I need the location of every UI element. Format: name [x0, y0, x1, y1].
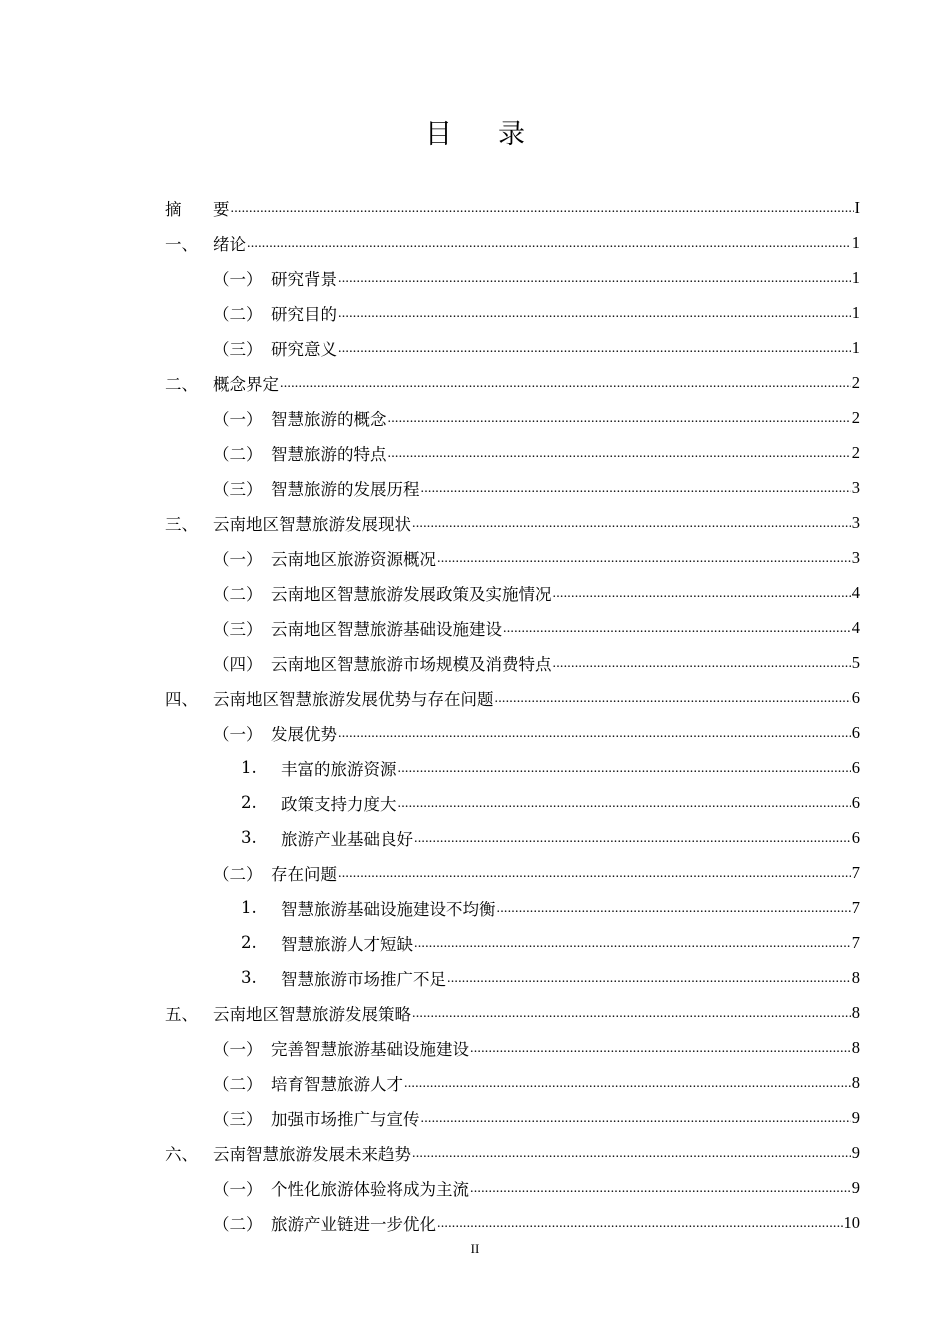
toc-entry-number: （二） [213, 864, 263, 884]
toc-entry-title: 云南地区智慧旅游市场规模及消费特点 [271, 654, 552, 674]
toc-entry-page: 7 [851, 862, 860, 882]
toc-dot-leader [398, 761, 851, 785]
toc-dot-leader [280, 376, 851, 400]
toc-dot-leader [247, 236, 851, 260]
toc-entry-page: 3 [851, 512, 860, 532]
toc-entry-title: 云南地区智慧旅游发展政策及实施情况 [271, 584, 552, 604]
toc-entry[interactable] [165, 925, 860, 960]
toc-dot-leader [421, 1111, 851, 1135]
toc-entry[interactable] [165, 575, 860, 610]
toc-entry-title: 个性化旅游体验将成为主流 [271, 1179, 469, 1199]
toc-entry-page: 5 [851, 652, 860, 672]
toc-entry-number: 1. [241, 898, 257, 917]
toc-entry-page: I [854, 197, 860, 217]
toc-entry-title: 云南智慧旅游发展未来趋势 [213, 1144, 411, 1164]
toc-entry-page: 8 [851, 967, 860, 987]
toc-entry-page: 6 [851, 722, 860, 742]
toc-entry-number: （一） [213, 549, 263, 569]
toc-dot-leader [388, 411, 851, 435]
toc-entry-number: （二） [213, 304, 263, 324]
toc-entry-page: 2 [851, 442, 860, 462]
toc-entry-title: 云南地区旅游资源概况 [271, 549, 436, 569]
toc-entry-number: （二） [213, 1214, 263, 1234]
toc-entry-number: （一） [213, 724, 263, 744]
toc-entry-number: （一） [213, 1179, 263, 1199]
toc-dot-leader [398, 796, 851, 820]
toc-entry[interactable] [165, 540, 860, 575]
toc-dot-leader [470, 1041, 851, 1065]
toc-entry[interactable] [165, 260, 860, 295]
toc-entry-page: 9 [851, 1177, 860, 1197]
toc-entry[interactable] [165, 680, 860, 715]
toc-entry-page: 1 [851, 337, 860, 357]
toc-entry-number: （一） [213, 269, 263, 289]
toc-entry[interactable] [165, 505, 860, 540]
toc-entry-title: 完善智慧旅游基础设施建设 [271, 1039, 469, 1059]
toc-entry[interactable] [165, 330, 860, 365]
toc-entry[interactable] [165, 1205, 860, 1240]
toc-entry-page: 6 [851, 757, 860, 777]
toc-entry-number: （三） [213, 1109, 263, 1129]
toc-entry-title: 智慧旅游的发展历程 [271, 479, 420, 499]
toc-entry-number: 一、 [165, 234, 198, 254]
toc-entry-number: 2. [241, 793, 257, 812]
toc-entry-page: 6 [851, 827, 860, 847]
toc-entry[interactable] [165, 400, 860, 435]
toc-entry-title: 丰富的旅游资源 [281, 759, 397, 779]
toc-entry-page: 2 [851, 372, 860, 392]
toc-entry-title: 加强市场推广与宣传 [271, 1109, 420, 1129]
toc-entry-page: 2 [851, 407, 860, 427]
toc-entry-title: 概念界定 [213, 374, 279, 394]
toc-entry-page: 1 [851, 232, 860, 252]
toc-entry-number: 二、 [165, 374, 198, 394]
toc-entry-page: 8 [851, 1072, 860, 1092]
toc-entry[interactable] [165, 1170, 860, 1205]
toc-entry-title: 研究意义 [271, 339, 337, 359]
toc-dot-leader [414, 831, 851, 855]
toc-entry-title: 云南地区智慧旅游基础设施建设 [271, 619, 502, 639]
toc-entry-number: 2. [241, 933, 257, 952]
toc-entry[interactable] [165, 645, 860, 680]
toc-entry-number: （二） [213, 1074, 263, 1094]
toc-dot-leader [338, 726, 851, 750]
toc-dot-leader [470, 1181, 851, 1205]
toc-entry-page: 6 [851, 687, 860, 707]
toc-entry-page: 1 [851, 302, 860, 322]
toc-entry-number: 三、 [165, 514, 198, 534]
toc-dot-leader [437, 551, 851, 575]
toc-entry-page: 10 [843, 1212, 860, 1232]
toc-entry[interactable] [165, 1100, 860, 1135]
toc-entry-page: 8 [851, 1037, 860, 1057]
toc-entry[interactable] [165, 960, 860, 995]
toc-dot-leader [503, 621, 851, 645]
toc-entry-title: 研究目的 [271, 304, 337, 324]
toc-entry[interactable] [165, 855, 860, 890]
toc-dot-leader [437, 1216, 843, 1240]
toc-dot-leader [412, 1006, 851, 1030]
toc-entry-number: 六、 [165, 1144, 198, 1164]
toc-entry[interactable] [165, 610, 860, 645]
toc-entry[interactable] [165, 225, 860, 260]
toc-entry-number: 摘 [165, 199, 215, 219]
toc-dot-leader [553, 656, 851, 680]
toc-entry-number: （二） [213, 444, 263, 464]
toc-entry-title: 政策支持力度大 [281, 794, 397, 814]
toc-entry-page: 7 [851, 932, 860, 952]
toc-entry[interactable] [165, 190, 860, 225]
toc-dot-leader [497, 901, 851, 925]
title-char-2: 录 [498, 119, 525, 150]
toc-entry-number: （三） [213, 479, 263, 499]
toc-dot-leader [338, 341, 851, 365]
toc-entry-number: 3. [241, 828, 257, 847]
toc-entry-page: 9 [851, 1107, 860, 1127]
toc-dot-leader [231, 201, 854, 225]
toc-entry-title: 智慧旅游基础设施建设不均衡 [281, 899, 496, 919]
toc-entry-title: 云南地区智慧旅游发展策略 [213, 1004, 411, 1024]
toc-entry[interactable] [165, 1030, 860, 1065]
toc-entry-title: 存在问题 [271, 864, 337, 884]
toc-dot-leader [412, 1146, 851, 1170]
toc-entry-page: 9 [851, 1142, 860, 1162]
toc-entry-title: 研究背景 [271, 269, 337, 289]
title-char-1: 目 [425, 119, 452, 150]
toc-entry-title: 发展优势 [271, 724, 337, 744]
toc-entry-title: 智慧旅游市场推广不足 [281, 969, 446, 989]
toc-entry-title: 智慧旅游的概念 [271, 409, 387, 429]
toc-entry-title: 要 [213, 199, 230, 219]
toc-entry[interactable] [165, 890, 860, 925]
toc-dot-leader [388, 446, 851, 470]
toc-entry[interactable] [165, 470, 860, 505]
toc-entry-number: 五、 [165, 1004, 198, 1024]
toc-dot-leader [404, 1076, 851, 1100]
toc-dot-leader [421, 481, 851, 505]
page-title [0, 112, 950, 151]
toc-entry-number: （一） [213, 409, 263, 429]
toc-dot-leader [553, 586, 851, 610]
toc-entry[interactable] [165, 1065, 860, 1100]
toc-entry-page: 3 [851, 547, 860, 567]
toc-entry-title: 云南地区智慧旅游发展现状 [213, 514, 411, 534]
toc-entry-page: 1 [851, 267, 860, 287]
toc-entry-page: 8 [851, 1002, 860, 1022]
toc-entry-number: （二） [213, 584, 263, 604]
toc-entry-number: 1. [241, 758, 257, 777]
toc-entry-number: （四） [213, 654, 263, 674]
toc-entry-title: 旅游产业基础良好 [281, 829, 413, 849]
toc-dot-leader [338, 271, 851, 295]
toc-entry-title: 旅游产业链进一步优化 [271, 1214, 436, 1234]
toc-entry-title: 智慧旅游的特点 [271, 444, 387, 464]
toc-entry-title: 智慧旅游人才短缺 [281, 934, 413, 954]
toc-entry-number: 3. [241, 968, 257, 987]
toc-entry-number: 四、 [165, 689, 198, 709]
toc-entry-page: 4 [851, 617, 860, 637]
toc-entry[interactable] [165, 715, 860, 750]
toc-entry[interactable] [165, 995, 860, 1030]
toc-dot-leader [338, 866, 851, 890]
toc-dot-leader [447, 971, 851, 995]
page-number: II [470, 1241, 480, 1256]
toc-entry[interactable] [165, 820, 860, 855]
toc-entry-title: 绪论 [213, 234, 246, 254]
toc-entry-number: （三） [213, 339, 263, 359]
toc-dot-leader [338, 306, 851, 330]
toc-entry-page: 6 [851, 792, 860, 812]
toc-entry-number: （三） [213, 619, 263, 639]
toc-entry-title: 培育智慧旅游人才 [271, 1074, 403, 1094]
toc-dot-leader [414, 936, 851, 960]
toc-entry[interactable] [165, 435, 860, 470]
toc-entry[interactable] [165, 365, 860, 400]
toc-entry-page: 7 [851, 897, 860, 917]
toc-dot-leader [412, 516, 851, 540]
toc-entry-page: 3 [851, 477, 860, 497]
toc-entry[interactable] [165, 750, 860, 785]
toc-entry-number: （一） [213, 1039, 263, 1059]
toc-entry-title: 云南地区智慧旅游发展优势与存在问题 [213, 689, 494, 709]
toc-entry[interactable] [165, 1135, 860, 1170]
table-of-contents [165, 190, 860, 1240]
toc-entry-page: 4 [851, 582, 860, 602]
toc-dot-leader [495, 691, 851, 715]
toc-entry[interactable] [165, 785, 860, 820]
toc-entry[interactable] [165, 295, 860, 330]
